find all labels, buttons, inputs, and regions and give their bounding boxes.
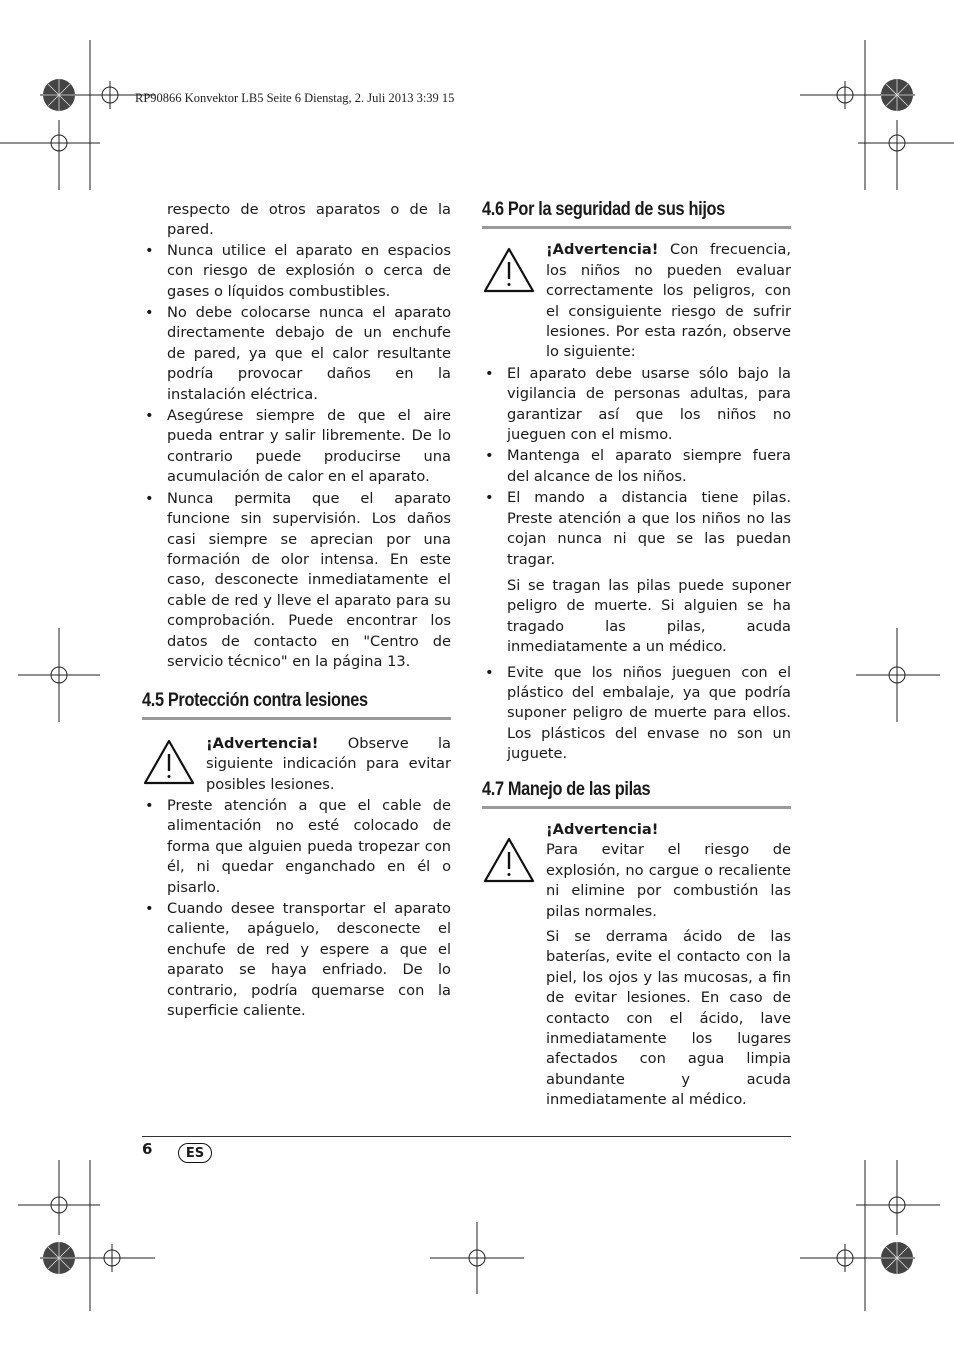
warning-text: Con frecuencia, los niños no pueden evaluar correctamente los peligros, con el consiguiente riesgo de sufrir lesiones. Por esta razón, observe lo siguiente: <box>546 241 791 361</box>
left-column <box>142 200 451 1022</box>
warning-label: ¡Advertencia! <box>546 820 659 838</box>
list-item: • Preste atención a que el cable de alimentación no esté colocado de forma que alguien pueda tropezar con él, ni quedar enganchado en él o pisarlo. <box>145 796 451 896</box>
warning-label: ¡Advertencia! <box>206 734 319 752</box>
paragraph: Si se derrama ácido de las baterías, evite el contacto con la piel, los ojos y las mucosas, a fin de evitar lesiones. En caso de contacto con el ácido, lave inmediatamente los lugares afectados con agua limpia abundante y acuda inmediatamente al médico. <box>546 928 791 1109</box>
warning-block <box>482 240 791 362</box>
warning-label: ¡Advertencia! <box>546 241 659 259</box>
list-item: • Nunca permita que el aparato funcione sin supervisión. Los daños casi siempre se aprecian por una formación de olor intensa. En este caso, desconecte inmediatamente el cable de red y lleve el aparato para su comprobación. Puede encontrar los datos de contacto en "Centro de servicio técnico" en la página 13. <box>145 489 451 670</box>
section-rule <box>142 717 451 720</box>
paragraph: Si se tragan las pilas puede suponer peligro de muerte. Si alguien se ha tragado las pilas, acuda inmediatamente a un médico. <box>507 576 791 656</box>
section-rule <box>482 806 791 809</box>
warning-block <box>482 820 791 1111</box>
list-item: • Cuando desee transportar el aparato caliente, apáguelo, desconecte el enchufe de red y espere a que el aparato se haya enfriado. De lo contrario, podría quemarse con la superficie caliente. <box>145 900 451 1020</box>
warning-block <box>142 734 451 795</box>
warning-text: Para evitar el riesgo de explosión, no cargue o recaliente ni elimine por combustión las pilas normales. <box>546 841 791 920</box>
language-code: ES <box>185 1145 205 1161</box>
section-heading: 4.5 Protección contra lesiones <box>142 690 368 712</box>
warning-triangle-icon <box>142 738 196 786</box>
list-item: • Nunca utilice el aparato en espacios con riesgo de explosión o cerca de gases o líquidos combustibles. <box>145 241 451 300</box>
language-badge <box>178 1143 212 1163</box>
page-number: 6 <box>142 1140 153 1158</box>
list-item: • El mando a distancia tiene pilas. Preste atención a que los niños no las cojan nunca ni que se las puedan tragar. <box>485 489 791 568</box>
list-item: • Asegúrese siempre de que el aire pueda entrar y salir libremente. De lo contrario puede producirse una acumulación de calor en el aparato. <box>145 407 451 486</box>
section-heading: 4.7 Manejo de las pilas <box>482 778 651 800</box>
list-item: • Evite que los niños jueguen con el plástico del embalaje, ya que podría suponer peligro de muerte para ellos. Los plásticos del envase no son un juguete. <box>485 663 791 763</box>
list-item: • No debe colocarse nunca el aparato directamente debajo de un enchufe de pared, ya que el calor resultante podría provocar daños en la instalación eléctrica. <box>145 304 451 403</box>
warning-triangle-icon <box>482 246 536 294</box>
section-heading: 4.6 Por la seguridad de sus hijos <box>482 199 725 220</box>
print-header: RP90866 Konvektor LB5 Seite 6 Dienstag, 2. Juli 2013 3:39 15 <box>135 91 455 105</box>
list-item: • El aparato debe usarse sólo bajo la vigilancia de personas adultas, para garantizar así que los niños no jueguen con el mismo. <box>485 364 791 444</box>
warning-text: Observe la siguiente indicación para evitar posibles lesiones. <box>206 734 451 793</box>
list-item: • Mantenga el aparato siempre fuera del alcance de los niños. <box>485 447 791 485</box>
section-rule <box>482 226 791 229</box>
footer-rule <box>142 1136 791 1137</box>
continued-text: respecto de otros aparatos o de la pared. <box>167 201 451 239</box>
right-column <box>482 200 791 1111</box>
warning-triangle-icon <box>482 836 536 884</box>
